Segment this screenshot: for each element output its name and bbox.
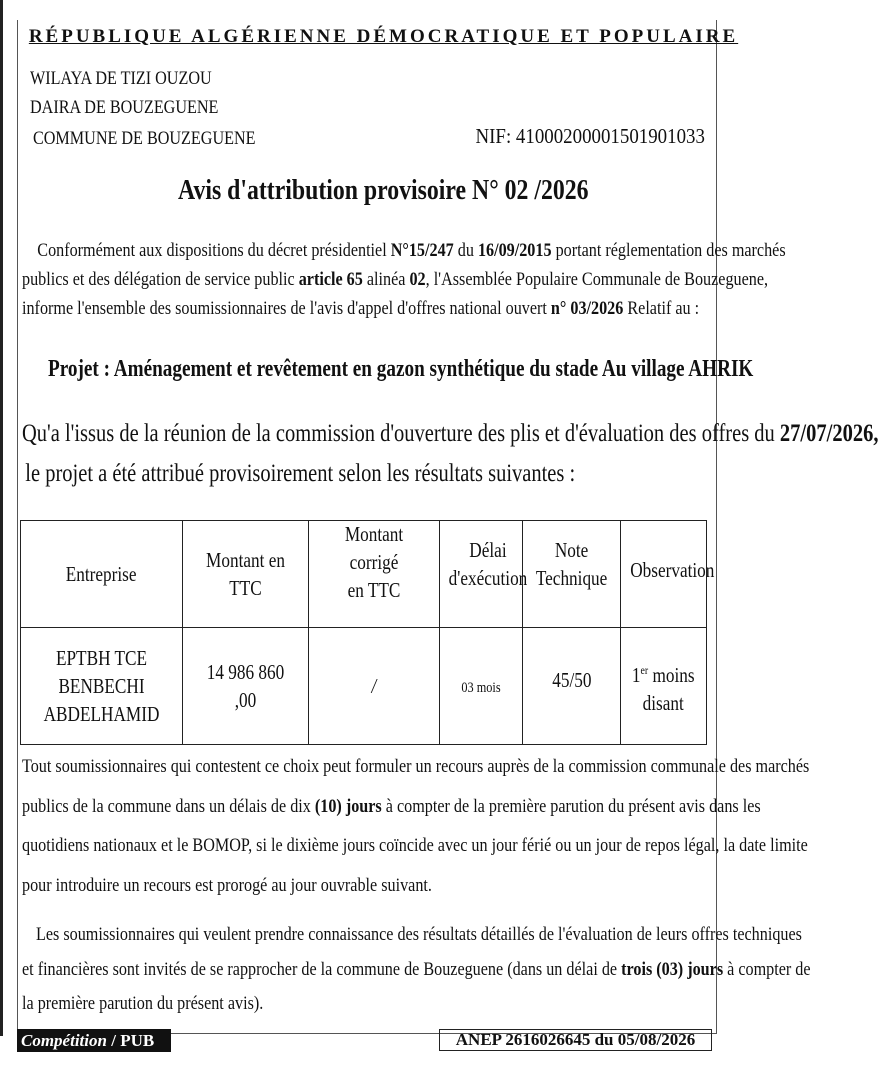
recours-line-4: pour introduire un recours est prorogé au jour ouvrable suivant. <box>22 875 432 896</box>
cell-entreprise: EPTBH TCE BENBECHI ABDELHAMID <box>21 628 183 745</box>
table-header-row <box>21 521 707 628</box>
alinea-number: 02 <box>409 269 426 290</box>
col-header-note: Note Technique <box>523 521 621 628</box>
decree-number: N°15/247 <box>390 240 454 261</box>
cell-delai: 03 mois <box>440 628 523 745</box>
result-paragraph <box>22 414 878 494</box>
recours-line-2: publics de la commune dans un délais de dix (10) jours à compter de la première parution du présent avis dans les <box>22 796 761 817</box>
intro-text: Conformément aux dispositions du décret présidentiel <box>37 240 391 261</box>
intro-text: publics et des délégation de service public <box>22 269 299 290</box>
recours-delay: (10) jours <box>314 796 382 817</box>
intro-text: informe l'ensemble des soumissionnaires de l'avis d'appel d'offres national ouvert <box>22 298 551 319</box>
cell-note: 45/50 <box>523 628 621 745</box>
intro-text: Relatif au : <box>623 298 700 319</box>
intro-text: alinéa <box>362 269 410 290</box>
notice-title-text: Avis d'attribution provisoire N° 02 /2026 <box>178 174 589 206</box>
intro-paragraph <box>22 236 786 323</box>
results-table <box>20 520 715 745</box>
result-text: Qu'a l'issus de la réunion de la commission d'ouverture des plis et d'évaluation des offres du <box>22 420 780 447</box>
col-header-montant-corrige: Montant corrigé en TTC <box>309 521 440 628</box>
result-text: le projet a été attribué provisoirement selon les résultats suivantes : <box>25 460 576 487</box>
project-line <box>48 356 753 383</box>
footer-competition-label: Compétition / PUB <box>17 1029 171 1052</box>
nif-number: NIF: 41000200001501901033 <box>475 124 705 148</box>
recours-line-3: quotidiens nationaux et le BOMOP, si le dixième jours coïncide avec un jour férié ou un jour de repos légal, la date limite <box>22 835 808 856</box>
left-border-rule <box>0 0 3 1036</box>
footer-anep-reference: ANEP 2616026645 du 05/08/2026 <box>439 1029 712 1051</box>
col-header-entreprise: Entreprise <box>21 521 183 628</box>
table-row <box>21 628 707 745</box>
intro-text: , l'Assemblée Populaire Communale de Bouzeguene, <box>425 269 769 290</box>
republic-heading: RÉPUBLIQUE ALGÉRIENNE DÉMOCRATIQUE ET POPULAIRE <box>28 26 739 47</box>
col-header-montant: Montant en TTC <box>183 521 309 628</box>
resultats-line-2: et financières sont invités de se rapprocher de la commune de Bouzeguene (dans un délai de trois (03) jours à compter de <box>22 959 811 980</box>
commune-line: COMMUNE DE BOUZEGUENE <box>33 128 256 149</box>
decree-date: 16/09/2015 <box>477 240 552 261</box>
notice-title <box>0 174 767 207</box>
col-header-observation: Observation <box>621 521 707 628</box>
article-number: article 65 <box>298 269 363 290</box>
cell-observation: 1er moins disant <box>621 628 707 745</box>
resultats-delay: trois (03) jours <box>621 959 724 980</box>
project-name: Aménagement et revêtement en gazon synthétique du stade Au village AHRIK <box>113 356 754 382</box>
recours-line-1: Tout soumissionnaires qui contestent ce choix peut formuler un recours auprès de la commission communale des marchés <box>22 756 810 777</box>
tender-number: n° 03/2026 <box>550 298 624 319</box>
col-header-delai: Délai d'exécution <box>440 521 523 628</box>
cell-montant: 14 986 860 ,00 <box>183 628 309 745</box>
meeting-date: 27/07/2026, <box>779 420 878 447</box>
project-label: Projet : <box>48 356 114 382</box>
resultats-line-3: la première parution du présent avis). <box>22 993 264 1014</box>
cell-montant-corrige: / <box>309 628 440 745</box>
intro-text: portant réglementation des marchés <box>551 240 786 261</box>
resultats-line-1: Les soumissionnaires qui veulent prendre connaissance des résultats détaillés de l'évaluation de leurs offres techniques <box>36 924 802 945</box>
intro-text: du <box>453 240 478 261</box>
daira-line: DAIRA DE BOUZEGUENE <box>30 97 219 118</box>
wilaya-line: WILAYA DE TIZI OUZOU <box>30 68 212 89</box>
